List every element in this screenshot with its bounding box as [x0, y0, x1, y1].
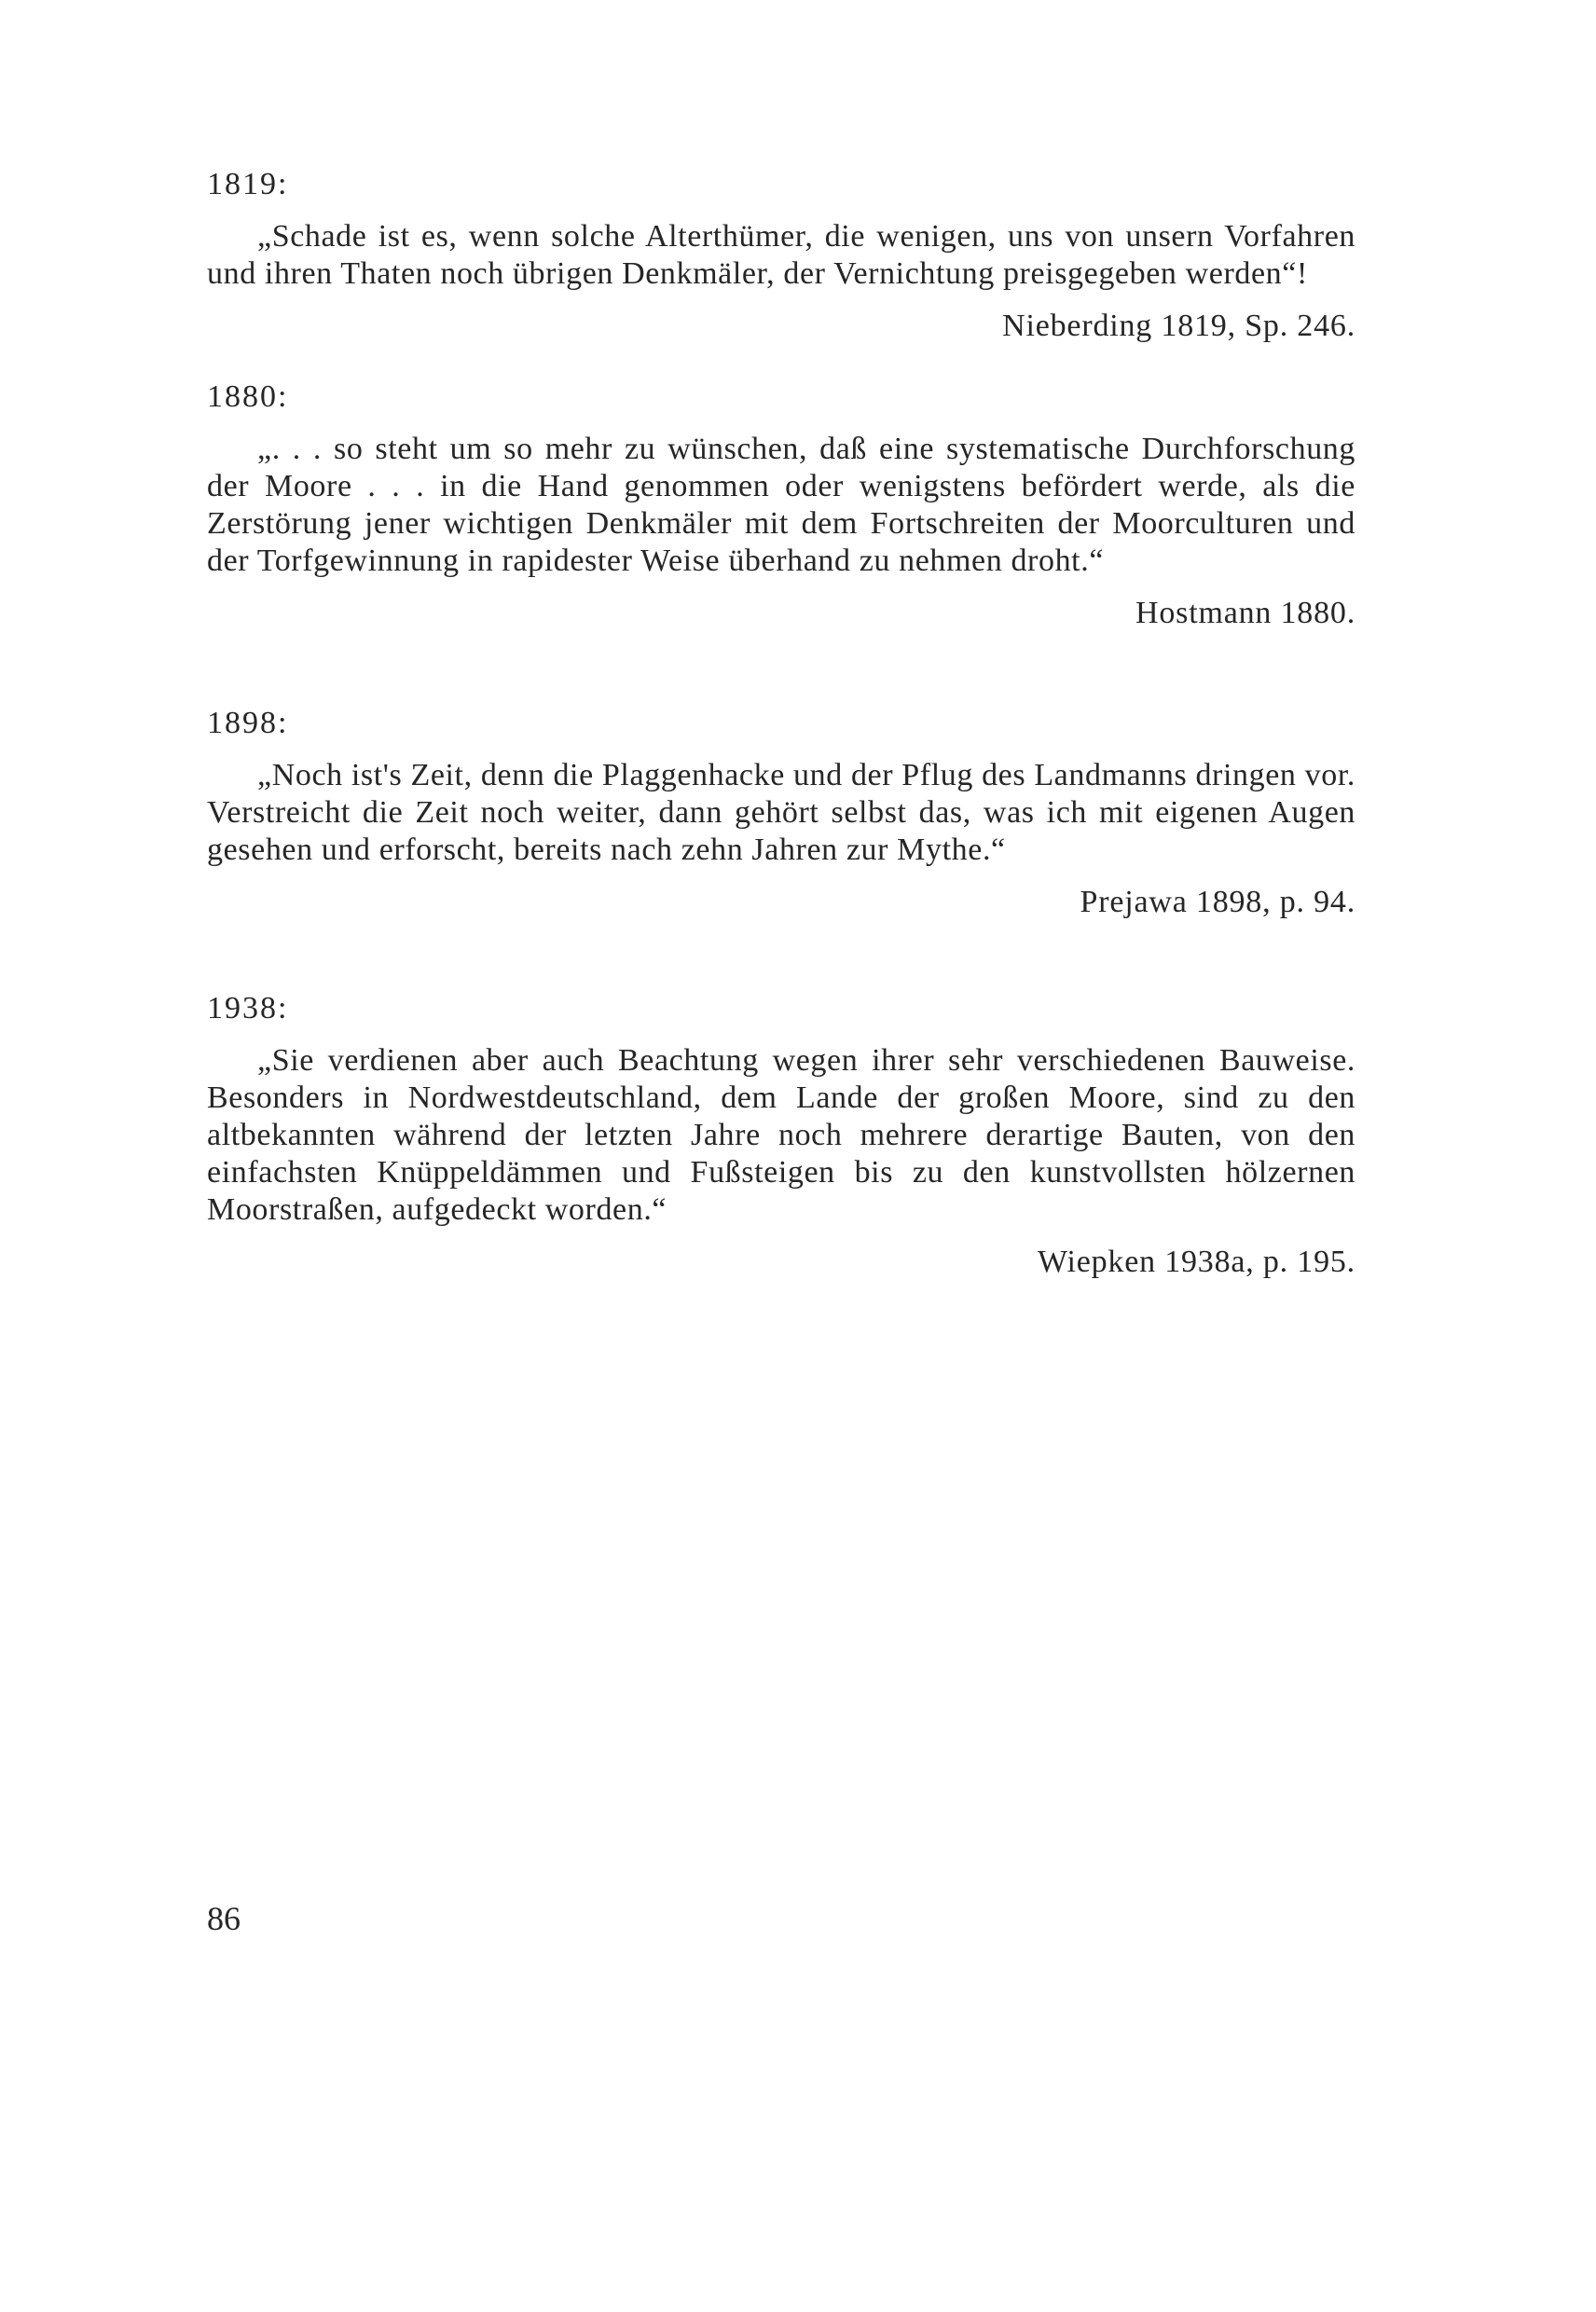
entry-quote: „. . . so steht um so mehr zu wünschen, daß eine systematische Durchforschung der Moore . . . in die Hand genommen oder wenigstens befördert werde, als die Zerstörung jener wichtigen Denkmäler mit dem Fortschreiten der Moorculturen und der Torfgewinnung in rapidester Weise überhand zu nehmen droht.“	[207, 432, 1355, 578]
entry-source: Nieberding 1819, Sp. 246.	[1002, 309, 1355, 343]
entry-year: 1819:	[207, 167, 289, 201]
entry-source: Hostmann 1880.	[1135, 596, 1355, 630]
quote-entry-1898	[207, 705, 1355, 921]
entry-source: Wiepken 1938a, p. 195.	[1037, 1245, 1355, 1279]
entry-quote: „Noch ist's Zeit, denn die Plaggenhacke und der Pflug des Landmanns dringen vor. Verstreicht die Zeit noch weiter, dann gehört selbst das, was ich mit eigenen Augen gesehen und erforscht, bereits nach zehn Jahren zur Mythe.“	[207, 758, 1355, 867]
entry-year: 1880:	[207, 379, 289, 414]
entry-year: 1898:	[207, 706, 289, 740]
quote-entry-1880	[207, 378, 1355, 632]
page-number: 86	[207, 1900, 241, 1937]
entry-source: Prejawa 1898, p. 94.	[1080, 885, 1355, 919]
entry-year: 1938:	[207, 991, 289, 1025]
entry-quote: „Sie verdienen aber auch Beachtung wegen ihrer sehr verschiedenen Bauweise. Besonders in Nordwestdeutschland, dem Lande der großen Moore, sind zu den altbekannten während der letzten Jahre noch mehrere derartige Bauten, von den einfachsten Knüppeldämmen und Fußsteigen bis zu den kunstvollsten hölzernen Moorstraßen, aufgedeckt worden.“	[207, 1043, 1355, 1227]
quote-entry-1819	[207, 166, 1355, 345]
quote-entry-1938	[207, 990, 1355, 1281]
entry-quote: „Schade ist es, wenn solche Alterthümer, die wenigen, uns von unsern Vorfahren und ihren Thaten noch übrigen Denkmäler, der Vernichtung preisgegeben werden“!	[207, 219, 1355, 291]
